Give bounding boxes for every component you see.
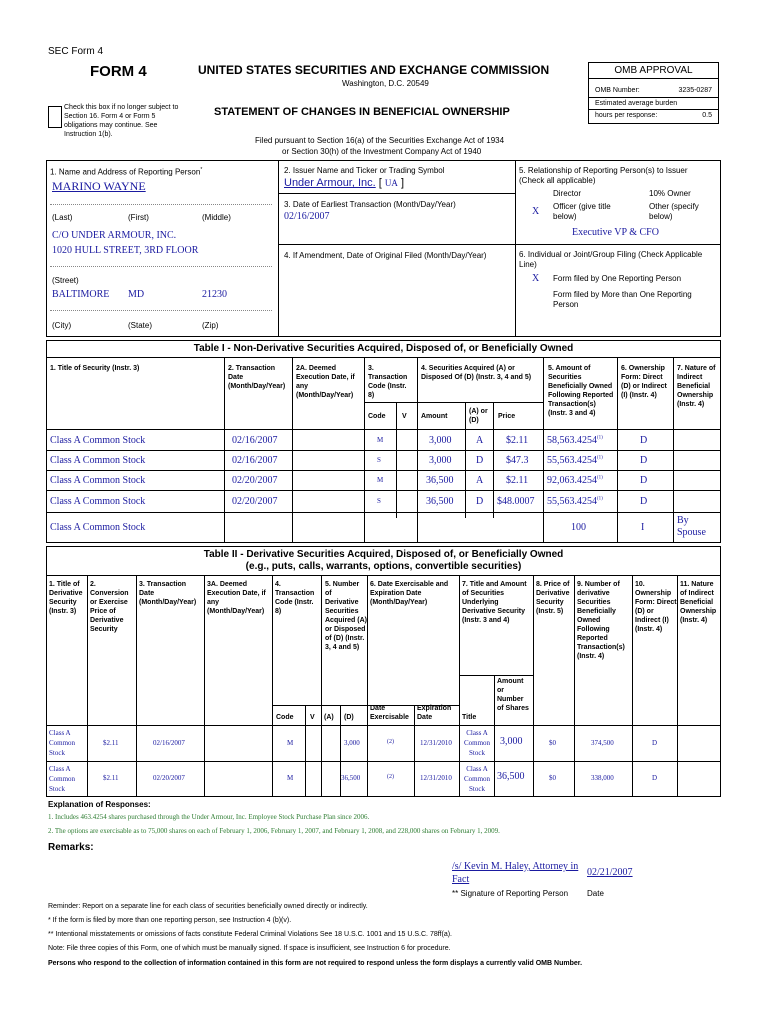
t2-col-title: 1. Title of Derivative Security (Instr. 3) [49,581,83,615]
amendment-label: 4. If Amendment, Date of Original Filed (Month/Day/Year) [284,251,487,260]
footnote-2: 2. The options are exercisable as to 75,000 shares on each of February 1, 2006, February 1, 2007, and February 1, 2008, and 228,000 shares on February 1, 2009. [48,827,500,835]
reporting-person-name[interactable]: MARINO WAYNE [52,179,146,193]
state-label: (State) [128,321,153,330]
t1-r1-date: 02/16/2007 [232,435,278,446]
t2-sub-title: Title [462,714,477,721]
statement-title: STATEMENT OF CHANGES IN BENEFICIAL OWNERSHIP [214,106,510,118]
t1-col-nature: 7. Nature of Indirect Beneficial Ownership (Instr. 4) [677,365,716,408]
t1-col-title: 1. Title of Security (Instr. 3) [50,365,140,372]
t1-r1-form: D [640,435,648,446]
t1-r1-price: $2.11 [506,435,529,446]
t1-r3-code: M [377,476,384,484]
footer-copies-note: Note: File three copies of this Form, one of which must be manually signed. If space is insufficient, see Instruction 6 for procedure. [48,945,451,952]
issuer-name-line[interactable]: Under Armour, Inc. [ UA ] [284,177,405,189]
footer-omb-notice: Persons who respond to the collection of information contained in this form are not required to respond unless the form displays a currently valid OMB Number. [48,960,583,967]
filing-label: 6. Individual or Joint/Group Filing (Check Applicable Line) [519,250,703,269]
t2-sub-expiration: Expiration Date [417,705,452,721]
filing-check-mark: X [532,273,540,284]
first-name-label: (First) [128,213,149,222]
officer-check-mark: X [532,206,540,217]
t2-sub-d: (D) [344,714,354,721]
t1-r1-ad: A [476,435,484,446]
t2-col-underlying: 7. Title and Amount of Securities Underlying Derivative Security (Instr. 3 and 4) [462,581,527,624]
filed-pursuant-line1: Filed pursuant to Section 16(a) of the Securities Exchange Act of 1934 [255,136,505,145]
t2-r1-underlying-shares: 3,000 [500,736,523,747]
t1-r2-title: Class A Common Stock [50,455,146,466]
t1-col-deemed: 2A. Deemed Execution Date, if any (Month/Day/Year) [296,365,355,399]
checkbox-instruction: Check this box if no longer subject to Section 16. Form 4 or Form 5 obligations may continue. See Instruction 1(b). [64,104,179,138]
commission-location: Washington, D.C. 20549 [342,79,429,88]
t2-r2-owned: 338,000 [591,774,614,782]
t1-r1-title: Class A Common Stock [50,435,146,446]
t1-r2-owned: 55,563.4254$^{(1)}$ [547,455,603,466]
t1-r3-amount: 36,500 [426,475,454,486]
t2-r2-expiration: 12/31/2010 [420,774,452,782]
t1-r5-title: Class A Common Stock [50,522,146,533]
t1-sub-code: Code [368,413,386,420]
t2-r1-underlying-title: Class A Common Stock [463,729,491,757]
t1-r1-owned: 58,563.4254$^{(1)}$ [547,435,603,446]
t2-r1-title: Class A Common Stock [49,729,76,757]
omb-number-label: OMB Number: [595,87,640,94]
omb-approval-box [588,62,719,124]
t2-sub-a: (A) [324,714,334,721]
t1-r5-owned: 100 [571,522,586,533]
sec-form-label: SEC Form 4 [48,46,104,57]
footer-reminder: Reminder: Report on a separate line for each class of securities beneficially owned directly or indirectly. [48,903,368,910]
t2-sub-exercisable: Date Exercisable [370,705,409,721]
t2-sub-v: V [310,714,315,721]
t2-col-form: 10. Ownership Form: Direct (D) or Indirect (I) (Instr. 4) [635,581,677,633]
filing-one-person: Form filed by One Reporting Person [553,274,682,283]
t2-r1-exercisable: (2) [387,739,394,745]
t1-col-form: 6. Ownership Form: Direct (D) or Indirect (I) (Instr. 4) [621,365,667,399]
t2-r2-date: 02/20/2007 [153,774,185,782]
t1-r3-date: 02/20/2007 [232,475,278,486]
omb-number-value: 3235-0287 [678,87,712,94]
issuer-name-link[interactable]: Under Armour, Inc. [284,177,376,189]
t2-r2-underlying-shares: 36,500 [497,771,525,782]
officer-label: Officer (give title below) [553,202,611,221]
footnote-1: 1. Includes 463.4254 shares purchased through the Under Armour, Inc. Employee Stock Purchase Plan since 2006. [48,813,370,821]
commission-title: UNITED STATES SECURITIES AND EXCHANGE COMMISSION [198,63,550,77]
table-2-subtitle: (e.g., puts, calls, warrants, options, convertible securities) [245,561,522,572]
reporting-person-label: 1. Name and Address of Reporting Person* [50,167,203,177]
t1-r2-form: D [640,455,648,466]
t2-col-number: 5. Number of Derivative Securities Acquired (A) or Disposed of (D) (Instr. 3, 4 and 5) [325,581,367,651]
t1-sub-ad: (A) or (D) [469,408,488,424]
t2-r1-expiration: 12/31/2010 [420,739,452,747]
t2-r1-owned: 374,500 [591,739,614,747]
omb-title: OMB APPROVAL [589,63,718,79]
t1-r3-ad: A [476,475,484,486]
t1-r4-price: $48.0007 [497,496,535,507]
omb-burden-label: Estimated average burden [595,100,678,107]
t1-col-acquired: 4. Securities Acquired (A) or Disposed Of (D) (Instr. 3, 4 and 5) [421,365,532,381]
t1-r5-nature: By Spouse [677,515,706,538]
t1-r1-code: M [377,436,384,444]
signature-label: ** Signature of Reporting Person [452,889,569,898]
t1-r4-owned: 55,563.4254$^{(1)}$ [547,496,603,507]
omb-hours-label: hours per response: [595,112,658,119]
filed-pursuant-line2: or Section 30(h) of the Investment Company Act of 1940 [282,147,482,156]
footer-multiple-persons: * If the form is filed by more than one reporting person, see Instruction 4 (b)(v). [48,917,292,924]
form-title: FORM 4 [90,63,147,80]
t2-r1-price: $0 [549,739,556,747]
t2-r1-form: D [652,739,658,747]
t1-r1-amount: 3,000 [429,435,452,446]
t2-r1-date: 02/16/2007 [153,739,185,747]
no-longer-subject-checkbox[interactable] [48,106,62,128]
table-2-title: Table II - Derivative Securities Acquired, Disposed of, or Beneficially Owned [203,549,564,560]
t1-r2-date: 02/16/2007 [232,455,278,466]
filing-more-persons: Form filed by More than One Reporting Person [553,290,692,309]
signature[interactable]: /s/ Kevin M. Haley, Attorney in Fact [452,861,579,885]
t1-col-date: 2. Transaction Date (Month/Day/Year) [228,365,286,390]
last-name-label: (Last) [52,213,73,222]
t1-r4-code: S [377,497,381,505]
officer-title: Executive VP & CFO [572,227,659,238]
ten-pct-owner-label: 10% Owner [649,189,691,198]
t2-r1-disposed: 3,000 [344,739,360,747]
t1-col-owned: 5. Amount of Securities Beneficially Owned Following Reported Transaction(s) (Instr. 3 and 4) [548,365,614,417]
t1-r5-form: I [641,522,645,533]
t1-r2-price: $47.3 [506,455,529,466]
t2-sub-code: Code [276,714,294,721]
director-label: Director [553,189,582,198]
t1-r3-title: Class A Common Stock [50,475,146,486]
street-label: (Street) [52,276,79,285]
t2-r2-disposed: 36,500 [341,774,361,782]
omb-hours-value: 0.5 [702,112,712,119]
t1-r2-ad: D [476,455,484,466]
t2-col-deemed: 3A. Deemed Execution Date, if any (Month/Day/Year) [207,581,266,615]
t2-col-nature: 11. Nature of Indirect Beneficial Ownership (Instr. 4) [680,581,717,624]
t1-r4-date: 02/20/2007 [232,496,278,507]
t1-r3-owned: 92,063.4254$^{(1)}$ [547,475,603,486]
t2-r1-code: M [287,739,294,747]
t2-r2-form: D [652,774,658,782]
t2-col-date: 3. Transaction Date (Month/Day/Year) [139,581,197,606]
explanation-label: Explanation of Responses: [48,800,151,809]
earliest-date-value: 02/16/2007 [284,211,330,222]
other-label: Other (specify below) [649,202,699,221]
address-line2: 1020 HULL STREET, 3RD FLOOR [52,245,199,256]
t2-sub-amount-shares: Amount or Number of Shares [497,678,529,712]
t1-sub-amount: Amount [421,413,448,420]
t1-r4-form: D [640,496,648,507]
address-line1: C/O UNDER ARMOUR, INC. [52,230,177,241]
t1-r4-amount: 36,500 [426,496,454,507]
earliest-date-label: 3. Date of Earliest Transaction (Month/Day/Year) [284,200,456,209]
t2-col-code: 4. Transaction Code (Instr. 8) [275,581,315,615]
t2-r2-exercisable: (2) [387,774,394,780]
zip-value: 21230 [202,289,227,300]
t1-r3-price: $2.11 [506,475,529,486]
footer-misstatements: ** Intentional misstatements or omissions of facts constitute Federal Criminal Violations See 18 U.S.C. 1001 and 15 U.S.C. 78ff(a). [48,931,452,938]
t1-r2-amount: 3,000 [429,455,452,466]
issuer-label: 2. Issuer Name and Ticker or Trading Symbol [284,166,445,175]
zip-label: (Zip) [202,321,219,330]
remarks-label: Remarks: [48,842,94,853]
middle-name-label: (Middle) [202,213,231,222]
t2-col-conversion: 2. Conversion or Exercise Price of Derivative Security [90,581,129,633]
t2-r2-conversion: $2.11 [103,774,119,782]
relationship-label: 5. Relationship of Reporting Person(s) to Issuer (Check all applicable) [519,166,688,185]
city-value: BALTIMORE [52,289,110,300]
t1-sub-price: Price [498,413,516,420]
t2-col-exercisable: 6. Date Exercisable and Expiration Date (Month/Day/Year) [370,581,449,606]
t1-sub-v: V [402,413,407,420]
t1-r4-ad: D [476,496,484,507]
t1-col-code: 3. Transaction Code (Instr. 8) [368,365,408,399]
state-value: MD [128,289,145,300]
t2-r2-underlying-title: Class A Common Stock [463,765,491,793]
table-1-title: Table I - Non-Derivative Securities Acquired, Disposed of, or Beneficially Owned [193,343,574,354]
t2-col-owned: 9. Number of derivative Securities Beneficially Owned Following Reported Transaction(s) (Instr. 4) [577,581,625,660]
t1-r4-title: Class A Common Stock [50,496,146,507]
t2-r2-price: $0 [549,774,556,782]
date-label: Date [587,889,604,898]
signature-date[interactable]: 02/21/2007 [587,867,633,878]
t2-r2-code: M [287,774,294,782]
t1-r3-form: D [640,475,648,486]
t2-r2-title: Class A Common Stock [49,765,76,793]
city-label: (City) [52,321,72,330]
t1-r2-code: S [377,456,381,464]
issuer-ticker: UA [384,178,398,188]
t2-col-price: 8. Price of Derivative Security (Instr. 5) [536,581,570,615]
t2-r1-conversion: $2.11 [103,739,119,747]
